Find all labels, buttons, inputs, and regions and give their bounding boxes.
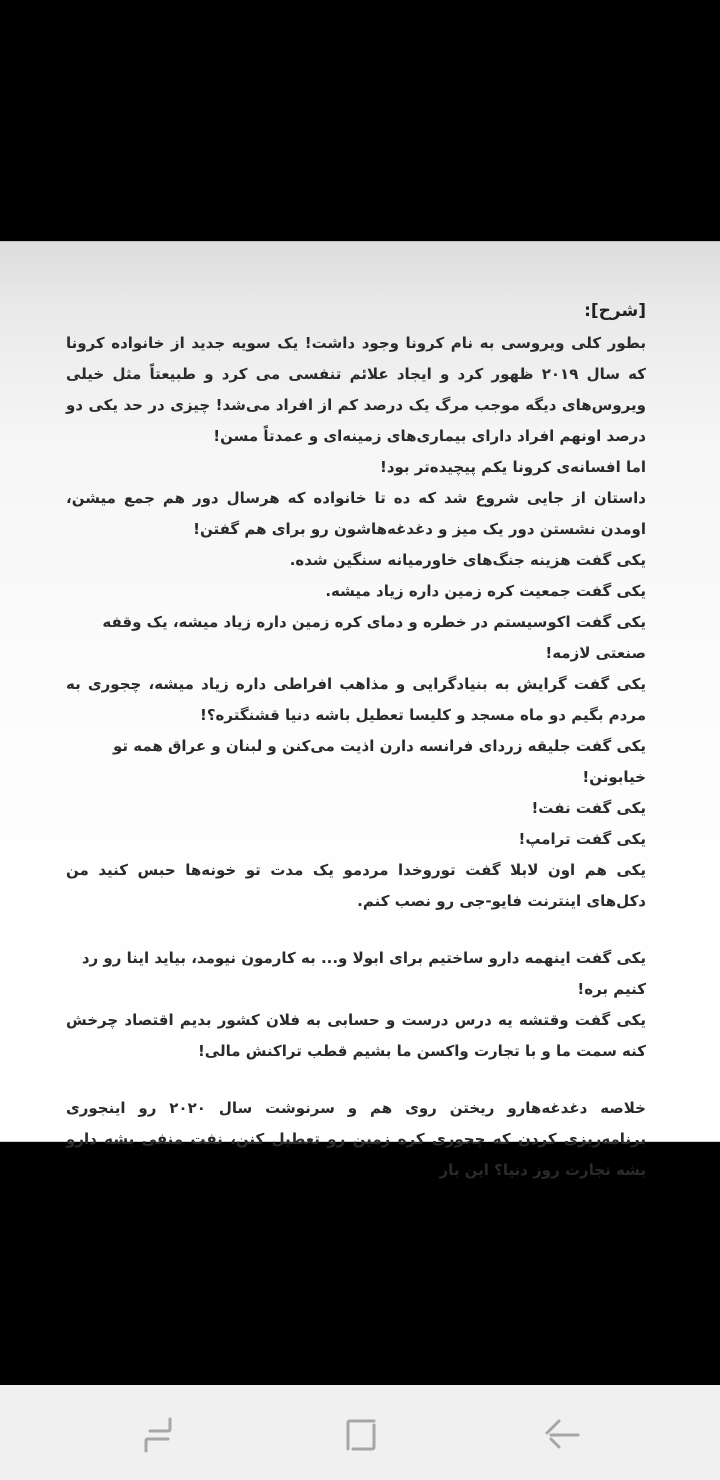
back-button[interactable] (532, 1405, 592, 1465)
paragraph: داستان از جایی شروع شد که ده تا خانواده که هرسال دور هم جمع میشن، اومدن نشستن دور یک میز و دغدغه‌هاشون رو برای هم گفتن! (66, 489, 646, 538)
paragraph: یکی گفت هزینه جنگ‌های خاورمیانه سنگین شده. (289, 551, 646, 569)
paragraph: یکی هم اون لابلا گفت توروخدا مردمو یک مدت تو خونه‌ها حبس کنید من دکل‌های اینترنت فایو-جی رو نصب کنم. (66, 861, 646, 910)
paragraph: یکی گفت وقتشه یه درس درست و حسابی به فلان کشور بدیم اقتصاد چرخش کنه سمت ما و با تجارت واکسن ما بشیم قطب تراکنش مالی! (66, 1011, 646, 1060)
paragraph-gap (66, 917, 646, 943)
recent-apps-button[interactable] (128, 1405, 188, 1465)
recent-apps-icon (140, 1415, 176, 1455)
paragraph-gap (66, 1067, 646, 1093)
paragraph: بطور کلی ویروسی به نام کرونا وجود داشت! یک سویه جدید از خانواده کرونا که سال ۲۰۱۹ ظهور کرد و ایجاد علائم تنفسی می کرد و طبیعتاً مثل خیلی ویروس‌های دیگه موجب مرگ یک درصد کم از افراد می‌شد! چیزی در حد یکی دو درصد اونهم افراد دارای بیماری‌های زمینه‌ای و عمدتاً مسن! (66, 334, 646, 445)
paragraph: یکی گفت اینهمه دارو ساختیم برای ابولا و... به کارمون نیومد، بیاید اینا رو رد کنیم بره! (81, 949, 646, 998)
paragraph: اما افسانه‌ی کرونا یکم پیچیده‌تر بود! (379, 458, 646, 476)
article-text (66, 294, 646, 1186)
paragraph: یکی گفت جلیقه زردای فرانسه دارن اذیت می‌کنن و لبنان و عراق همه تو خیابونن! (112, 737, 646, 786)
text-screenshot-image (0, 241, 720, 1179)
paragraph: یکی گفت اکوسیستم در خطره و دمای کره زمین داره زیاد میشه، یک وقفه صنعتی لازمه! (102, 613, 646, 662)
back-arrow-icon (542, 1415, 582, 1455)
paragraph: یکی گفت نفت! (531, 799, 646, 817)
android-navigation-bar (0, 1385, 720, 1480)
paragraph: یکی گفت جمعیت کره زمین داره زیاد میشه. (325, 582, 646, 600)
article-heading: [شرح]: (584, 301, 646, 321)
paragraph: یکی گفت ترامپ! (518, 830, 646, 848)
paragraph: خلاصه دغدغه‌هارو ریختن روی هم و سرنوشت سال ۲۰۲۰ رو اینجوری برنامه‌ریزی کردن که چجوری کره زمین رو تعطیل کنن، نفت منفی بشه دارو بشه تجارت روز دنیا؟ این بار (66, 1099, 646, 1179)
paragraph: یکی گفت گرایش به بنیادگرایی و مذاهب افراطی داره زیاد میشه، چجوری به مردم بگیم دو ماه مسجد و کلیسا تعطیل باشه دنیا قشنگتره؟! (66, 675, 646, 724)
home-button[interactable] (331, 1405, 391, 1465)
home-icon (341, 1415, 381, 1455)
